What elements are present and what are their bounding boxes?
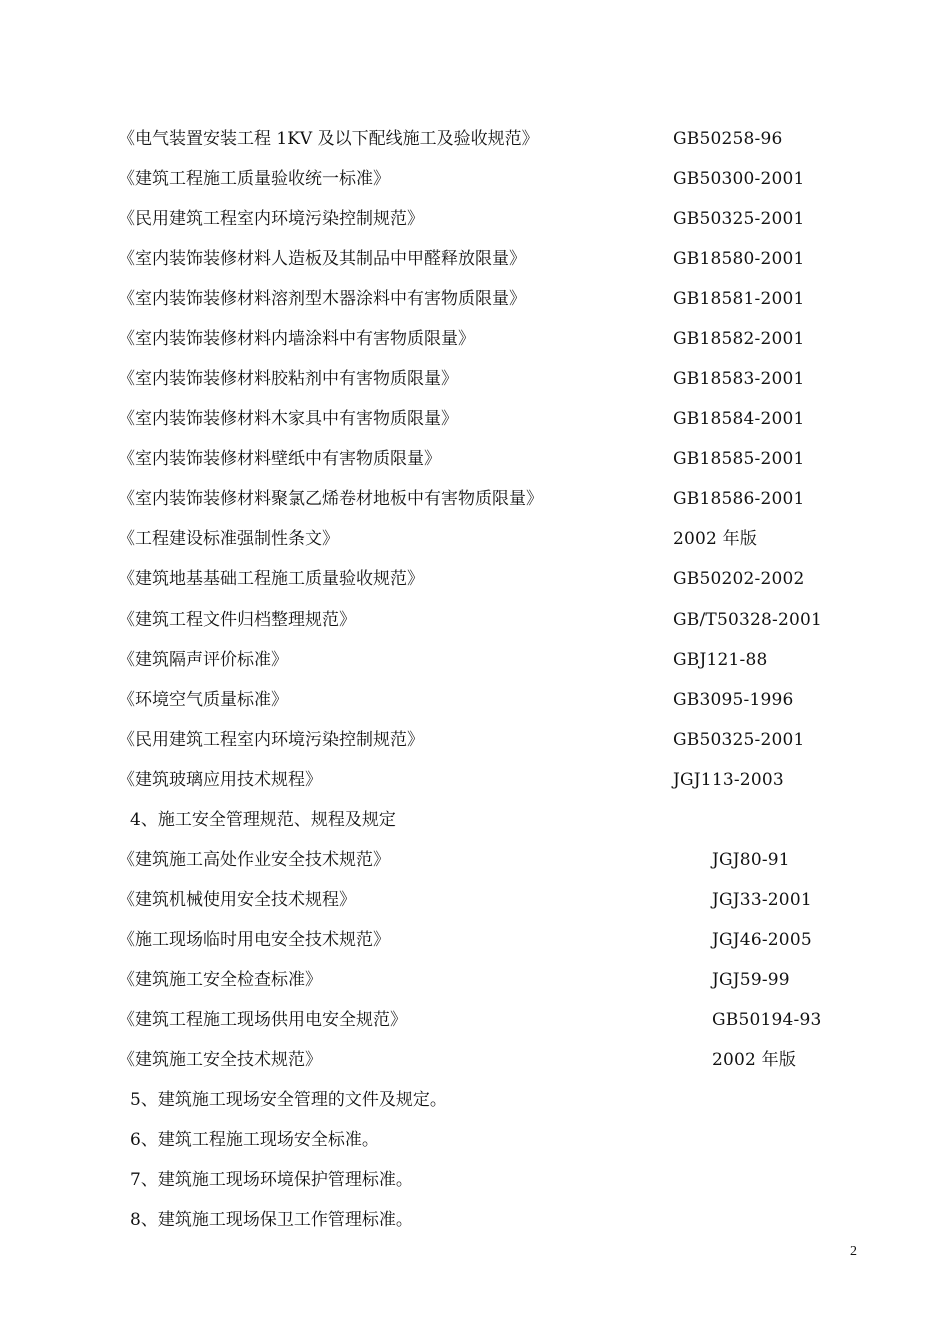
section-item-text: 7、建筑施工现场环境保护管理标准。 bbox=[130, 1170, 413, 1190]
standard-row bbox=[0, 564, 950, 594]
standard-title: 《建筑隔声评价标准》 bbox=[118, 650, 288, 670]
standard-row bbox=[0, 444, 950, 474]
standard-title: 《电气装置安装工程 1KV 及以下配线施工及验收规范》 bbox=[118, 129, 539, 149]
standard-code: JGJ46-2005 bbox=[712, 930, 812, 950]
standard-title: 《室内装饰装修材料壁纸中有害物质限量》 bbox=[118, 449, 441, 469]
standard-title: 《施工现场临时用电安全技术规范》 bbox=[118, 930, 390, 950]
standard-code: GB50194-93 bbox=[712, 1010, 822, 1030]
standard-code: GB50300-2001 bbox=[673, 169, 805, 189]
standard-code: GB/T50328-2001 bbox=[673, 610, 823, 630]
standard-row bbox=[0, 204, 950, 234]
standard-row bbox=[0, 484, 950, 514]
standard-code: GB18586-2001 bbox=[673, 489, 805, 509]
standard-row bbox=[0, 364, 950, 394]
standard-title: 《建筑施工安全检查标准》 bbox=[118, 970, 322, 990]
standard-row bbox=[0, 605, 950, 635]
standard-code: GB18584-2001 bbox=[673, 409, 805, 429]
standard-row bbox=[0, 685, 950, 715]
standard-code: GB18582-2001 bbox=[673, 329, 805, 349]
standard-code: GB50325-2001 bbox=[673, 730, 805, 750]
standard-code: GB50325-2001 bbox=[673, 209, 805, 229]
standard-title: 《建筑地基基础工程施工质量验收规范》 bbox=[118, 569, 424, 589]
standard-row bbox=[0, 284, 950, 314]
standard-title: 《建筑工程施工质量验收统一标准》 bbox=[118, 169, 390, 189]
standard-title: 《建筑工程文件归档整理规范》 bbox=[118, 610, 356, 630]
standard-row bbox=[0, 404, 950, 434]
standard-row bbox=[0, 925, 950, 955]
section-4-heading: 4、施工安全管理规范、规程及规定 bbox=[130, 810, 396, 830]
standard-code: GB18580-2001 bbox=[673, 249, 805, 269]
standard-row bbox=[0, 645, 950, 675]
standard-title: 《室内装饰装修材料胶粘剂中有害物质限量》 bbox=[118, 369, 458, 389]
standard-row bbox=[0, 1005, 950, 1035]
standard-code: JGJ80-91 bbox=[712, 850, 790, 870]
standard-title: 《室内装饰装修材料内墙涂料中有害物质限量》 bbox=[118, 329, 475, 349]
standard-title: 《建筑施工高处作业安全技术规范》 bbox=[118, 850, 390, 870]
standard-row bbox=[0, 1045, 950, 1075]
standard-row bbox=[0, 765, 950, 795]
section-heading bbox=[0, 805, 950, 835]
standard-row bbox=[0, 845, 950, 875]
standard-title: 《民用建筑工程室内环境污染控制规范》 bbox=[118, 209, 424, 229]
standard-row bbox=[0, 885, 950, 915]
standard-title: 《环境空气质量标准》 bbox=[118, 690, 288, 710]
page-number: 2 bbox=[850, 1244, 857, 1259]
standard-code: GB50202-2002 bbox=[673, 569, 805, 589]
standard-title: 《民用建筑工程室内环境污染控制规范》 bbox=[118, 730, 424, 750]
standard-code: GB18585-2001 bbox=[673, 449, 805, 469]
standard-title: 《室内装饰装修材料木家具中有害物质限量》 bbox=[118, 409, 458, 429]
section-item-text: 8、建筑施工现场保卫工作管理标准。 bbox=[130, 1210, 413, 1230]
standard-code: GB3095-1996 bbox=[673, 690, 794, 710]
standard-row bbox=[0, 524, 950, 554]
standard-row bbox=[0, 725, 950, 755]
section-item-text: 6、建筑工程施工现场安全标准。 bbox=[130, 1130, 379, 1150]
standard-title: 《室内装饰装修材料聚氯乙烯卷材地板中有害物质限量》 bbox=[118, 489, 543, 509]
standard-title: 《室内装饰装修材料溶剂型木器涂料中有害物质限量》 bbox=[118, 289, 526, 309]
standard-title: 《室内装饰装修材料人造板及其制品中甲醛释放限量》 bbox=[118, 249, 526, 269]
standard-title: 《建筑玻璃应用技术规程》 bbox=[118, 770, 322, 790]
standard-code: GBJ121-88 bbox=[673, 650, 768, 670]
standard-row bbox=[0, 324, 950, 354]
section-item-text: 5、建筑施工现场安全管理的文件及规定。 bbox=[130, 1090, 447, 1110]
standard-code: JGJ113-2003 bbox=[673, 770, 784, 790]
standard-code: JGJ33-2001 bbox=[712, 890, 812, 910]
standard-title: 《建筑机械使用安全技术规程》 bbox=[118, 890, 356, 910]
standard-code: JGJ59-99 bbox=[712, 970, 790, 990]
standard-row bbox=[0, 965, 950, 995]
standard-row bbox=[0, 124, 950, 154]
list-item bbox=[0, 1165, 950, 1195]
standard-code: GB18581-2001 bbox=[673, 289, 805, 309]
standard-code: GB50258-96 bbox=[673, 129, 783, 149]
standard-code: 2002 年版 bbox=[712, 1050, 797, 1070]
standard-row bbox=[0, 244, 950, 274]
list-item bbox=[0, 1205, 950, 1235]
standard-title: 《建筑施工安全技术规范》 bbox=[118, 1050, 322, 1070]
standard-title: 《建筑工程施工现场供用电安全规范》 bbox=[118, 1010, 407, 1030]
standard-code: GB18583-2001 bbox=[673, 369, 805, 389]
standard-title: 《工程建设标准强制性条文》 bbox=[118, 529, 339, 549]
list-item bbox=[0, 1125, 950, 1155]
list-item bbox=[0, 1085, 950, 1115]
standard-row bbox=[0, 164, 950, 194]
standard-code: 2002 年版 bbox=[673, 529, 758, 549]
